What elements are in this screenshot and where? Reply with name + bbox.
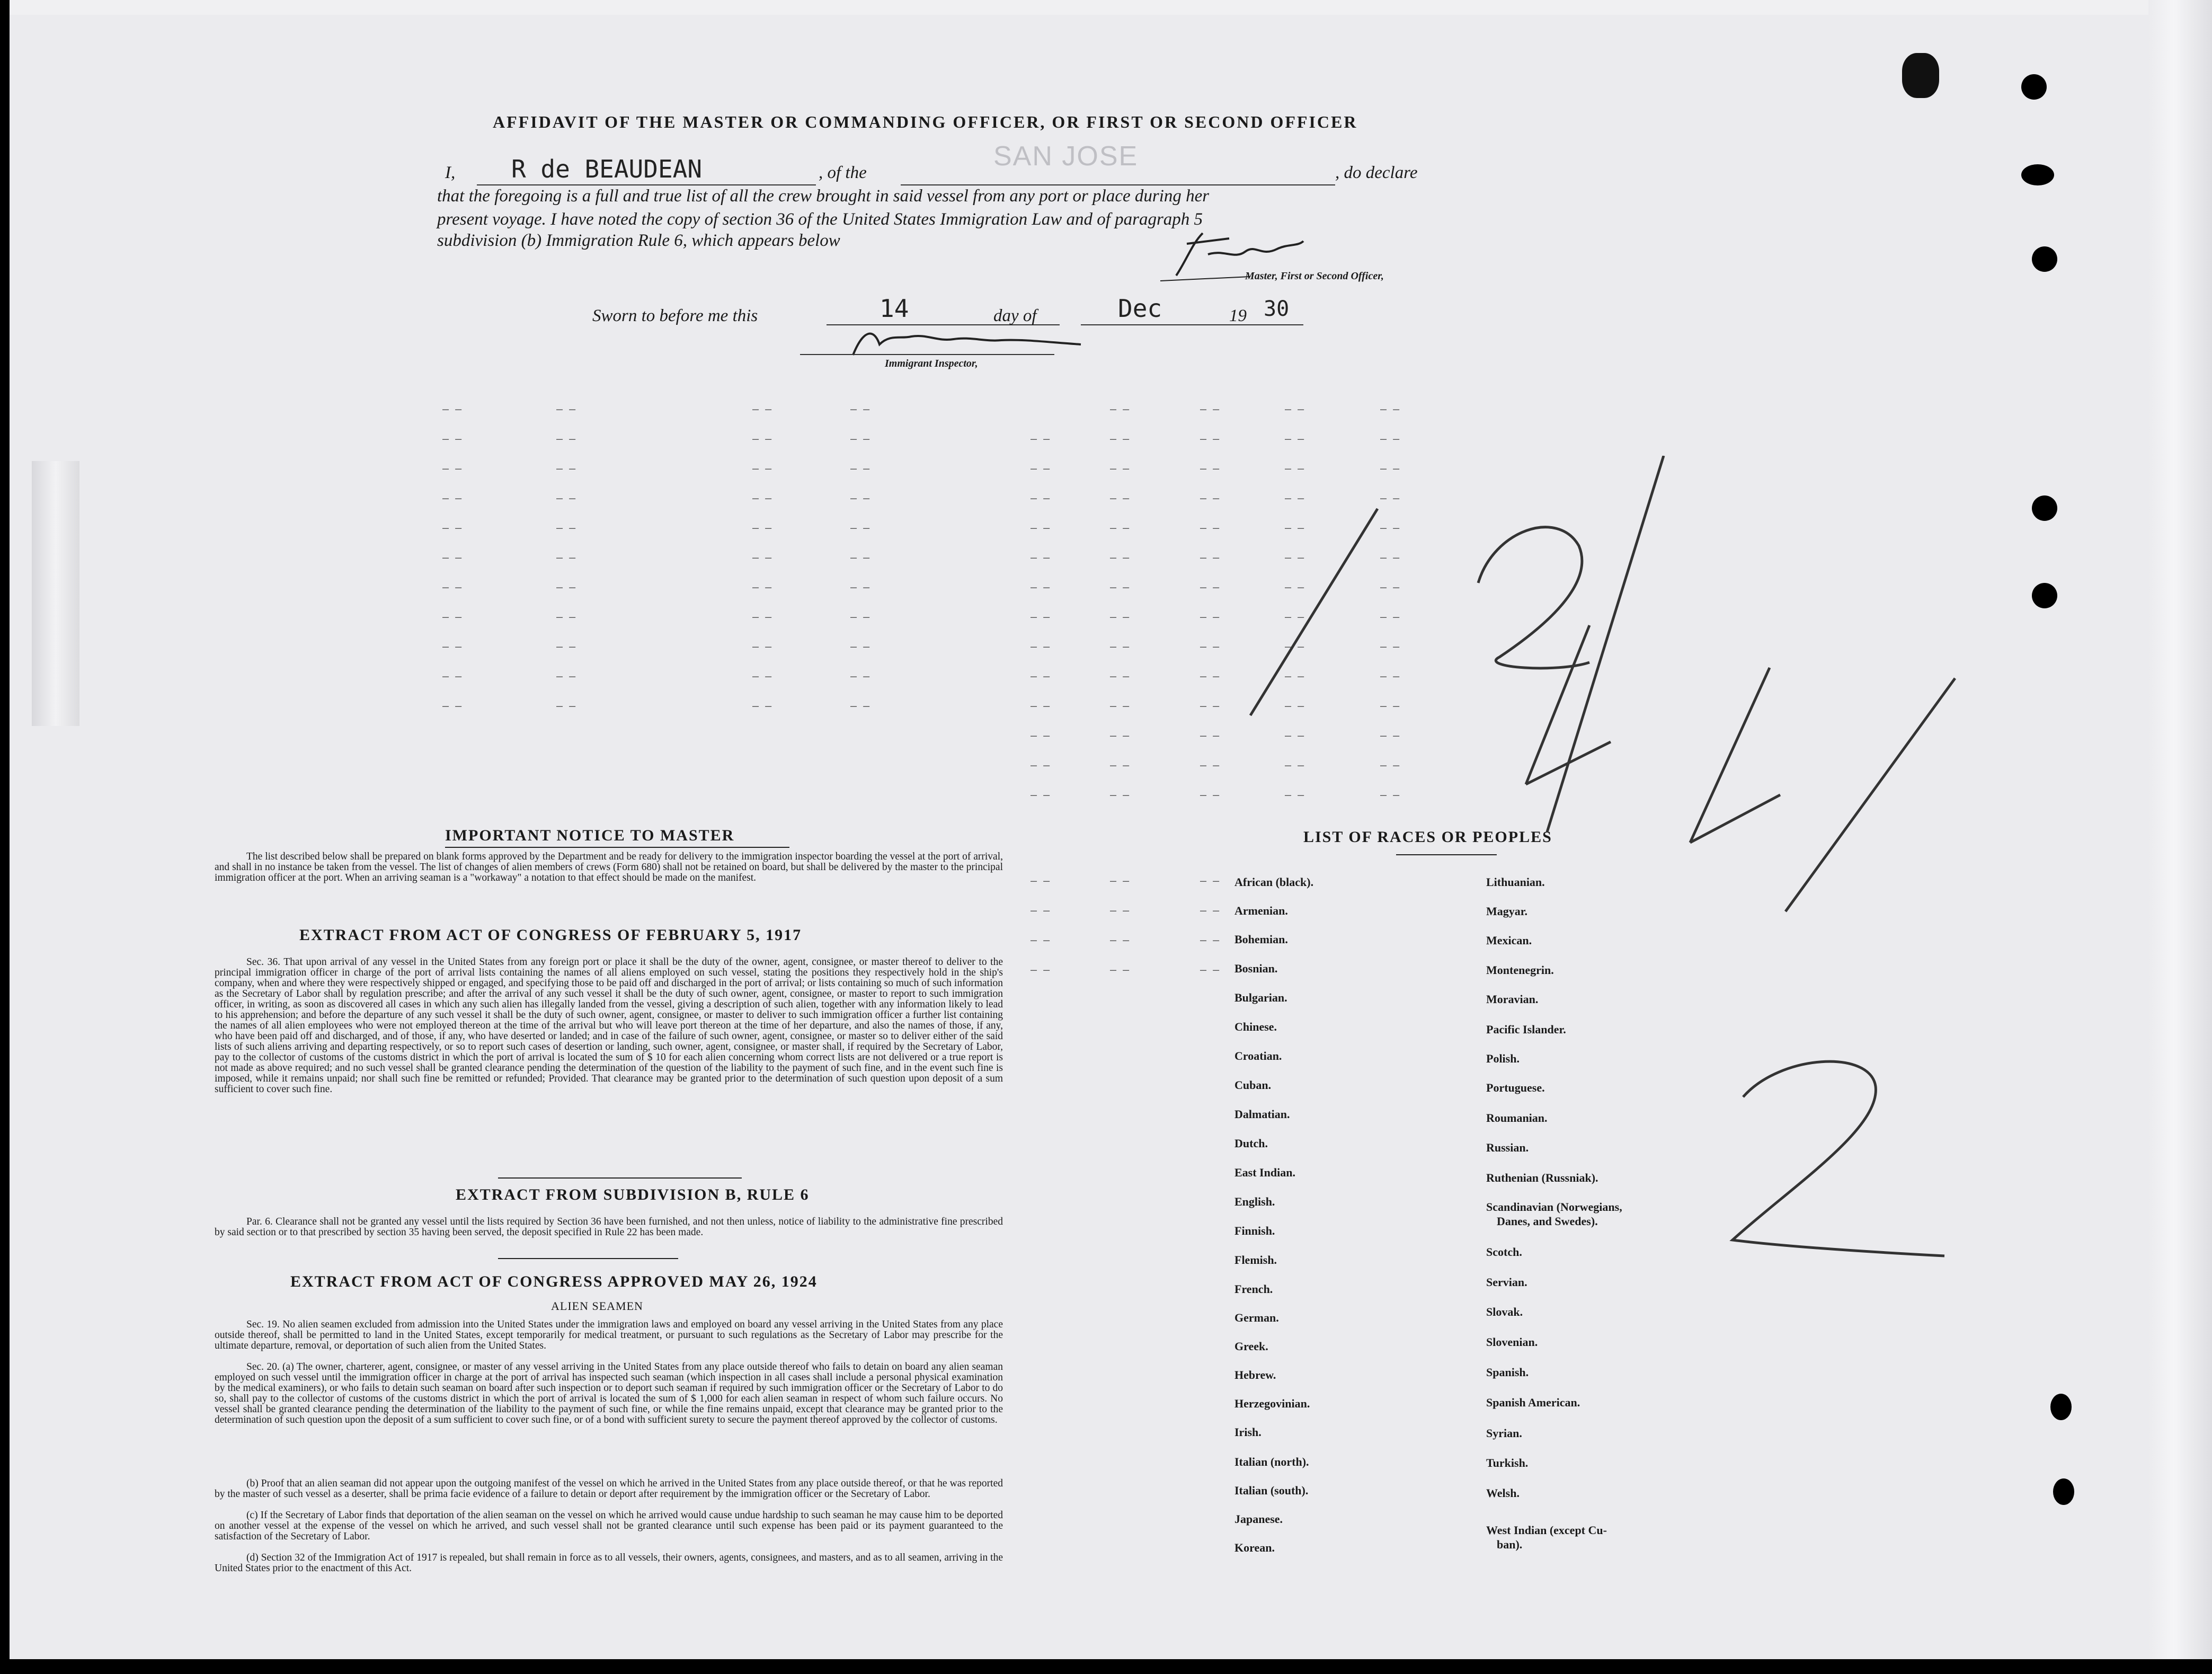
inspector-underline bbox=[800, 354, 1054, 355]
race-item: Herzegovinian. bbox=[1234, 1397, 1310, 1410]
race-item: Korean. bbox=[1234, 1541, 1275, 1554]
grid-dash: – – bbox=[1380, 581, 1400, 594]
race-item: Spanish American. bbox=[1486, 1396, 1580, 1409]
race-item: Flemish. bbox=[1234, 1253, 1277, 1266]
grid-dash: – – bbox=[1285, 640, 1304, 653]
grid-dash: – – bbox=[1031, 462, 1050, 475]
grid-dash: – – bbox=[1200, 874, 1220, 887]
race-item: Syrian. bbox=[1486, 1427, 1522, 1440]
notice-title: IMPORTANT NOTICE TO MASTER bbox=[445, 827, 735, 844]
grid-dash: – – bbox=[850, 492, 870, 504]
grid-dash: – – bbox=[1110, 551, 1130, 564]
race-item: Servian. bbox=[1486, 1276, 1527, 1289]
grid-dash: – – bbox=[1110, 581, 1130, 594]
race-item: Greek. bbox=[1234, 1340, 1268, 1353]
grid-dash: – – bbox=[442, 699, 462, 712]
grid-dash: – – bbox=[1031, 581, 1050, 594]
grid-dash: – – bbox=[1285, 521, 1304, 534]
grid-dash: – – bbox=[1200, 521, 1220, 534]
grid-dash: – – bbox=[1380, 432, 1400, 445]
grid-dash: – – bbox=[1285, 432, 1304, 445]
grid-dash: – – bbox=[1380, 610, 1400, 623]
extract-1924-title: EXTRACT FROM ACT OF CONGRESS APPROVED MAY 26, 1924 bbox=[290, 1273, 818, 1290]
race-item: English. bbox=[1234, 1195, 1275, 1208]
affidavit-line-1-prefix: I, bbox=[445, 163, 456, 182]
grid-dash: – – bbox=[556, 462, 576, 475]
grid-dash: – – bbox=[1110, 432, 1130, 445]
grid-dash: – – bbox=[1285, 462, 1304, 475]
grid-dash: – – bbox=[850, 462, 870, 475]
race-item: Scotch. bbox=[1486, 1245, 1522, 1259]
extract-1924-sec20a: Sec. 20. (a) The owner, charterer, agent, consignee, or master of any vessel arriving in the United States from any place outside thereof who fails to detain on board any alien seaman employed on such vessel until the immigration officer in charge at the port of arrival has inspected such seaman (which inspection in all cases shall include a personal physical examination by the medical examiners), or who fails to detain such seaman on board after such inspection or to deport such seaman if required by such immigration officer or the Secretary of Labor to do so, shall pay to the collector of customs of the customs district in which the port of arrival is located the sum of $ 1,000 for each alien seaman in respect of whom such failure occurs. No vessel shall be granted clearance pending the determination of the liability to the payment of such fine, or while the fine remains unpaid, except that clearance may be granted prior to the determination of such question upon the deposit of a sum sufficient to cover such fine, or of a bond with sufficient surety to secure the payment thereof approved by the collector of customs. bbox=[215, 1361, 1003, 1425]
grid-dash: – – bbox=[1200, 904, 1220, 917]
page-right-edge bbox=[2148, 0, 2212, 1674]
grid-dash: – – bbox=[1200, 640, 1220, 653]
grid-dash: – – bbox=[1380, 492, 1400, 504]
grid-dash: – – bbox=[1200, 934, 1220, 946]
punch-hole-icon bbox=[2050, 1394, 2072, 1420]
page-left-edge bbox=[0, 0, 10, 1674]
grid-dash: – – bbox=[1285, 759, 1304, 772]
grid-dash: – – bbox=[1285, 492, 1304, 504]
grid-dash: – – bbox=[752, 521, 772, 534]
race-item: Bosnian. bbox=[1234, 962, 1278, 975]
sworn-day-of: day of bbox=[993, 306, 1037, 325]
grid-dash: – – bbox=[752, 403, 772, 415]
grid-dash: – – bbox=[850, 403, 870, 415]
grid-dash: – – bbox=[1031, 521, 1050, 534]
grid-dash: – – bbox=[1031, 699, 1050, 712]
extract-rule6-text: Par. 6. Clearance shall not be granted any vessel until the lists required by Section 36 have been furnished, and not then unless, notice of liability to the administrative fine prescribed by said section or to that prescribed by section 35 having been served, the deposit specified in Rule 22 has been made. bbox=[215, 1216, 1003, 1238]
grid-dash: – – bbox=[1110, 904, 1130, 917]
grid-dash: – – bbox=[1110, 521, 1130, 534]
grid-dash: – – bbox=[556, 670, 576, 683]
grid-dash: – – bbox=[1110, 934, 1130, 946]
grid-dash: – – bbox=[850, 640, 870, 653]
sworn-year-prefix: 19 bbox=[1229, 306, 1247, 325]
grid-dash: – – bbox=[1031, 432, 1050, 445]
grid-dash: – – bbox=[1200, 462, 1220, 475]
extract-1924-sec20b: (b) Proof that an alien seaman did not appear upon the outgoing manifest of the vessel on which he arrived in the United States from any place outside thereof, or that he was reported by the master of such vessel as a deserter, shall be prima facie evidence of a failure to detain or deport after requirement by the immigration officer or the Secretary of Labor. bbox=[215, 1478, 1003, 1500]
notice-underline bbox=[445, 847, 789, 848]
grid-dash: – – bbox=[1110, 789, 1130, 801]
notice-text: The list described below shall be prepared on blank forms approved by the Department and be ready for delivery to the immigration inspector boarding the vessel at the port of arrival, and shall in no instance be taken from the vessel. The list of changes of alien members of crews (Form 680) shall not be retained on board, but shall be delivered by the master to the principal immigration officer at the port. When an arriving seaman is a "workaway" a notation to that effect should be made on the manifest. bbox=[215, 851, 1003, 883]
race-item: Dalmatian. bbox=[1234, 1108, 1290, 1121]
grid-dash: – – bbox=[1285, 670, 1304, 683]
vessel-name-stamp: SAN JOSE bbox=[993, 141, 1139, 172]
grid-dash: – – bbox=[1110, 729, 1130, 742]
grid-dash: – – bbox=[442, 551, 462, 564]
grid-dash: – – bbox=[752, 551, 772, 564]
grid-dash: – – bbox=[850, 521, 870, 534]
grid-dash: – – bbox=[1031, 551, 1050, 564]
extract-1917-text: Sec. 36. That upon arrival of any vessel in the United States from any foreign port or place it shall be the duty of the owner, agent, consignee, or master thereof to deliver to the principal immigration officer in charge of the port of arrival lists containing the names of all aliens employed on such vessel, stating the positions they respectively hold in the ship's company, when and where they were respectively shipped or engaged, and specifying those to be paid off and discharged in the port of arrival; or lists containing so much of such information as the Secretary of Labor shall by regulation prescribe; and after the arrival of any such vessel it shall be the duty of such owner, agent, consignee, or master to report to such immigration officer, in writing, as soon as discovered all cases in which any such alien has illegally landed from the vessel, giving a description of such alien, together with any information likely to lead to his apprehension; and before the departure of any such vessel it shall be the duty of such owner, agent, consignee, or master to deliver to such immigration officer a further list containing the names of all alien employees who were not employed thereon at the time of the arrival but who will leave port thereon at the time of her departure, and also the names of those, if any, who have been paid off and discharged, and of those, if any, who have deserted or landed; and in case of the failure of such owner, agent, consignee, or master so to deliver either of the said lists of such aliens arriving and departing respectively, or so to report such cases of desertion or landing, such owner, agent, consignee, or master shall, if required by the Secretary of Labor, pay to the collector of customs of the customs district in which the port of arrival is located the sum of $ 10 for each alien concerning whom correct lists are not delivered or a true report is not made as above required; and no such vessel shall be granted clearance pending the determination of the question of the liability to the payment of such fine, and in the event such fine is imposed, while it remains unpaid; nor shall such fine be remitted or refunded; Provided. That clearance may be granted prior to the determination of such question upon deposit of a sum sufficient to cover such fine. bbox=[215, 956, 1003, 1095]
grid-dash: – – bbox=[442, 521, 462, 534]
race-item: Armenian. bbox=[1234, 904, 1288, 917]
ink-blot-icon bbox=[1902, 53, 1939, 98]
grid-dash: – – bbox=[1200, 492, 1220, 504]
race-item: Lithuanian. bbox=[1486, 875, 1545, 889]
grid-dash: – – bbox=[752, 699, 772, 712]
punch-hole-icon bbox=[2021, 164, 2054, 185]
grid-dash: – – bbox=[1031, 759, 1050, 772]
grid-dash: – – bbox=[556, 521, 576, 534]
grid-dash: – – bbox=[1031, 610, 1050, 623]
race-item: Croatian. bbox=[1234, 1049, 1282, 1062]
grid-dash: – – bbox=[1110, 699, 1130, 712]
grid-dash: – – bbox=[1380, 729, 1400, 742]
race-item: Spanish. bbox=[1486, 1366, 1529, 1379]
race-item: Italian (north). bbox=[1234, 1455, 1309, 1468]
race-item: Pacific Islander. bbox=[1486, 1023, 1566, 1036]
grid-dash: – – bbox=[1031, 789, 1050, 801]
extract-1917-divider bbox=[498, 1177, 742, 1179]
grid-dash: – – bbox=[752, 462, 772, 475]
grid-dash: – – bbox=[556, 581, 576, 594]
races-list-title: LIST OF RACES OR PEOPLES bbox=[1303, 828, 1552, 846]
grid-dash: – – bbox=[1200, 551, 1220, 564]
extract-rule6-divider bbox=[498, 1258, 678, 1259]
grid-dash: – – bbox=[556, 432, 576, 445]
grid-dash: – – bbox=[1200, 699, 1220, 712]
grid-dash: – – bbox=[556, 551, 576, 564]
grid-dash: – – bbox=[1110, 403, 1130, 415]
grid-dash: – – bbox=[1200, 581, 1220, 594]
grid-dash: – – bbox=[1285, 581, 1304, 594]
race-item: Magyar. bbox=[1486, 905, 1528, 918]
race-item: Bohemian. bbox=[1234, 933, 1288, 946]
punch-hole-icon bbox=[2032, 246, 2057, 272]
grid-dash: – – bbox=[850, 551, 870, 564]
master-officer-label: Master, First or Second Officer, bbox=[1245, 270, 1384, 282]
grid-dash: – – bbox=[1380, 403, 1400, 415]
race-item: Japanese. bbox=[1234, 1512, 1283, 1526]
grid-dash: – – bbox=[1200, 963, 1220, 976]
grid-dash: – – bbox=[850, 581, 870, 594]
affidavit-line-4: subdivision (b) Immigration Rule 6, which appears below bbox=[437, 231, 840, 250]
race-item: Montenegrin. bbox=[1486, 963, 1554, 977]
grid-dash: – – bbox=[1110, 963, 1130, 976]
grid-dash: – – bbox=[1031, 492, 1050, 504]
grid-dash: – – bbox=[1110, 492, 1130, 504]
race-item: Turkish. bbox=[1486, 1456, 1529, 1469]
grid-dash: – – bbox=[752, 581, 772, 594]
grid-dash: – – bbox=[1285, 699, 1304, 712]
vessel-name-underline bbox=[901, 184, 1335, 185]
race-item: Danes, and Swedes). bbox=[1497, 1215, 1598, 1228]
punch-hole-icon bbox=[2053, 1478, 2074, 1505]
grid-dash: – – bbox=[752, 610, 772, 623]
race-item: Mexican. bbox=[1486, 934, 1532, 947]
grid-dash: – – bbox=[850, 432, 870, 445]
grid-dash: – – bbox=[1285, 403, 1304, 415]
punch-hole-icon bbox=[2032, 495, 2057, 521]
grid-dash: – – bbox=[1110, 759, 1130, 772]
race-item: Russian. bbox=[1486, 1141, 1529, 1154]
sworn-prefix: Sworn to before me this bbox=[592, 306, 758, 325]
race-item: German. bbox=[1234, 1311, 1279, 1324]
master-name-underline bbox=[477, 184, 816, 185]
race-item: Irish. bbox=[1234, 1425, 1262, 1439]
race-item: Bulgarian. bbox=[1234, 991, 1287, 1004]
affidavit-title: AFFIDAVIT OF THE MASTER OR COMMANDING OFFICER, OR FIRST OR SECOND OFFICER bbox=[493, 112, 1358, 131]
extract-1924-sec20c: (c) If the Secretary of Labor finds that deportation of the alien seaman on the vessel on which he arrived would cause undue hardship to such seaman he may cause him to be deported on another vessel at the expense of the vessel on which he arrived, and such vessel shall not be granted clearance until such expense has been paid or its payment guaranteed to the satisfaction of the Secretary of Labor. bbox=[215, 1510, 1003, 1542]
grid-dash: – – bbox=[850, 670, 870, 683]
grid-dash: – – bbox=[1200, 403, 1220, 415]
grid-dash: – – bbox=[1380, 670, 1400, 683]
race-item: Italian (south). bbox=[1234, 1484, 1309, 1497]
affidavit-line-1-mid: , of the bbox=[819, 163, 867, 182]
punch-hole-icon bbox=[2021, 74, 2047, 100]
grid-dash: – – bbox=[752, 670, 772, 683]
grid-dash: – – bbox=[1285, 789, 1304, 801]
handwritten-number-2 bbox=[1711, 1049, 1955, 1272]
master-name-handwritten: R de BEAUDEAN bbox=[511, 155, 703, 183]
grid-dash: – – bbox=[1380, 789, 1400, 801]
race-item: Ruthenian (Russniak). bbox=[1486, 1171, 1598, 1184]
sworn-day-handwritten: 14 bbox=[880, 294, 909, 323]
sworn-year-handwritten: 30 bbox=[1264, 297, 1290, 321]
grid-dash: – – bbox=[442, 492, 462, 504]
race-item: French. bbox=[1234, 1282, 1273, 1296]
race-item: Roumanian. bbox=[1486, 1111, 1548, 1124]
grid-dash: – – bbox=[1110, 610, 1130, 623]
grid-dash: – – bbox=[442, 462, 462, 475]
grid-dash: – – bbox=[850, 699, 870, 712]
grid-dash: – – bbox=[752, 492, 772, 504]
race-item: Portuguese. bbox=[1486, 1081, 1545, 1094]
race-item: Scandinavian (Norwegians, bbox=[1486, 1200, 1622, 1214]
grid-dash: – – bbox=[1031, 640, 1050, 653]
grid-dash: – – bbox=[1110, 874, 1130, 887]
affidavit-line-1-suffix: , do declare bbox=[1335, 163, 1418, 182]
grid-dash: – – bbox=[1380, 551, 1400, 564]
affidavit-line-3: present voyage. I have noted the copy of section 36 of the United States Immigration Law and of paragraph 5 bbox=[437, 210, 1203, 229]
grid-dash: – – bbox=[1380, 640, 1400, 653]
page-bottom-edge bbox=[0, 1659, 2212, 1674]
inspector-label: Immigrant Inspector, bbox=[885, 358, 978, 369]
extract-1924-sec20d: (d) Section 32 of the Immigration Act of 1917 is repealed, but shall remain in force as to all vessels, their owners, agents, consignees, and masters, and as to all seamen, arriving in the United States prior to the enactment of this Act. bbox=[215, 1552, 1003, 1574]
paper-tear-icon bbox=[32, 461, 79, 726]
affidavit-line-2: that the foregoing is a full and true list of all the crew brought in said vessel from any port or place during her bbox=[437, 187, 1210, 206]
grid-dash: – – bbox=[1380, 462, 1400, 475]
grid-dash: – – bbox=[442, 670, 462, 683]
grid-dash: – – bbox=[1380, 699, 1400, 712]
grid-dash: – – bbox=[1380, 759, 1400, 772]
grid-dash: – – bbox=[1200, 670, 1220, 683]
grid-dash: – – bbox=[1031, 729, 1050, 742]
grid-dash: – – bbox=[1031, 670, 1050, 683]
grid-dash: – – bbox=[442, 640, 462, 653]
grid-dash: – – bbox=[1380, 521, 1400, 534]
race-item: ban). bbox=[1497, 1538, 1523, 1551]
punch-hole-icon bbox=[2032, 583, 2057, 608]
grid-dash: – – bbox=[442, 432, 462, 445]
grid-dash: – – bbox=[442, 610, 462, 623]
grid-dash: – – bbox=[556, 492, 576, 504]
grid-dash: – – bbox=[1110, 462, 1130, 475]
race-item: Welsh. bbox=[1486, 1486, 1520, 1500]
grid-dash: – – bbox=[1110, 640, 1130, 653]
grid-dash: – – bbox=[1031, 874, 1050, 887]
grid-dash: – – bbox=[752, 432, 772, 445]
grid-dash: – – bbox=[556, 699, 576, 712]
grid-dash: – – bbox=[556, 403, 576, 415]
race-item: African (black). bbox=[1234, 875, 1314, 889]
race-item: Dutch. bbox=[1234, 1137, 1268, 1150]
sworn-month-handwritten: Dec bbox=[1118, 294, 1162, 323]
page-top-edge bbox=[0, 0, 2212, 15]
grid-dash: – – bbox=[752, 640, 772, 653]
grid-dash: – – bbox=[1200, 610, 1220, 623]
race-item: West Indian (except Cu- bbox=[1486, 1524, 1607, 1537]
grid-dash: – – bbox=[1200, 759, 1220, 772]
race-item: Cuban. bbox=[1234, 1078, 1272, 1092]
race-item: Hebrew. bbox=[1234, 1368, 1276, 1381]
race-item: Polish. bbox=[1486, 1052, 1520, 1065]
race-item: Slovak. bbox=[1486, 1305, 1523, 1318]
grid-dash: – – bbox=[1285, 551, 1304, 564]
grid-dash: – – bbox=[556, 640, 576, 653]
grid-dash: – – bbox=[442, 403, 462, 415]
grid-dash: – – bbox=[1031, 934, 1050, 946]
race-item: East Indian. bbox=[1234, 1166, 1295, 1179]
race-item: Finnish. bbox=[1234, 1224, 1275, 1237]
grid-dash: – – bbox=[1200, 432, 1220, 445]
grid-dash: – – bbox=[850, 610, 870, 623]
grid-dash: – – bbox=[1285, 610, 1304, 623]
grid-dash: – – bbox=[1031, 963, 1050, 976]
race-item: Slovenian. bbox=[1486, 1335, 1538, 1349]
extract-1917-title: EXTRACT FROM ACT OF CONGRESS OF FEBRUARY 5, 1917 bbox=[299, 926, 802, 944]
grid-dash: – – bbox=[1110, 670, 1130, 683]
grid-dash: – – bbox=[1200, 789, 1220, 801]
extract-rule6-title: EXTRACT FROM SUBDIVISION B, RULE 6 bbox=[456, 1186, 810, 1203]
grid-dash: – – bbox=[1285, 729, 1304, 742]
grid-dash: – – bbox=[1031, 904, 1050, 917]
grid-dash: – – bbox=[1200, 729, 1220, 742]
race-item: Chinese. bbox=[1234, 1020, 1277, 1033]
race-item: Moravian. bbox=[1486, 993, 1539, 1006]
grid-dash: – – bbox=[556, 610, 576, 623]
extract-1924-sec19: Sec. 19. No alien seamen excluded from admission into the United States under the immigration laws and employed on board any vessel arriving in the United States from any place outside thereof, shall be permitted to land in the United States, except temporarily for medical treatment, or pursuant to such regulations as the Secretary of Labor may prescribe for the ultimate departure, removal, or deportation of such alien from the United States. bbox=[215, 1319, 1003, 1351]
extract-1924-subtitle: ALIEN SEAMEN bbox=[551, 1299, 643, 1313]
handwritten-number-1214 bbox=[1229, 456, 1971, 922]
grid-dash: – – bbox=[442, 581, 462, 594]
